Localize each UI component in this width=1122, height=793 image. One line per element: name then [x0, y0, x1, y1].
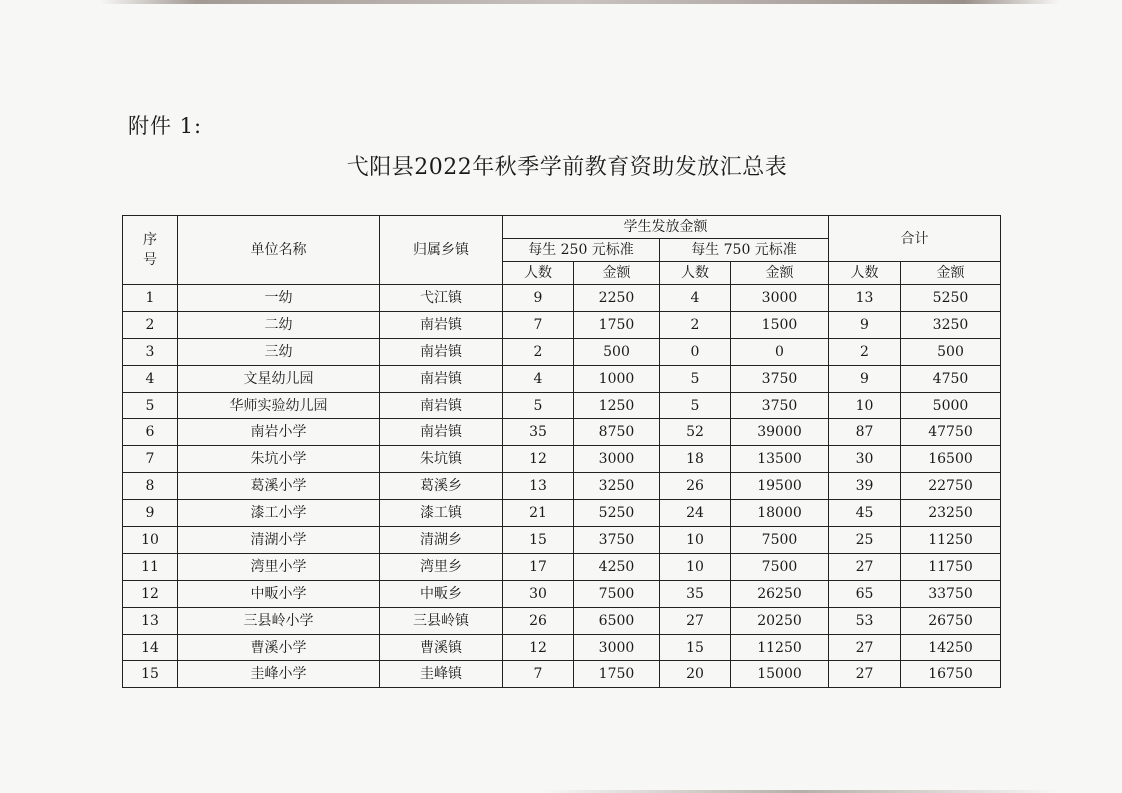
cell-amount-250: 3000	[574, 634, 660, 661]
cell-unit-name: 朱坑小学	[178, 446, 380, 473]
header-total: 合计	[829, 216, 1001, 262]
attachment-label: 附件 1:	[128, 114, 203, 138]
table-row	[123, 365, 1001, 392]
table-row	[123, 500, 1001, 527]
cell-township: 南岩镇	[380, 311, 503, 338]
cell-amount-750: 20250	[731, 607, 829, 634]
cell-amount-750: 39000	[731, 419, 829, 446]
header-amount-250: 金额	[574, 262, 660, 285]
cell-township: 中畈乡	[380, 580, 503, 607]
cell-people-750: 5	[660, 365, 731, 392]
cell-township: 朱坑镇	[380, 446, 503, 473]
cell-amount-750: 15000	[731, 661, 829, 688]
cell-seq: 11	[123, 553, 178, 580]
cell-people-total: 9	[829, 311, 901, 338]
cell-unit-name: 清湖小学	[178, 527, 380, 554]
cell-amount-750: 1500	[731, 311, 829, 338]
cell-seq: 7	[123, 446, 178, 473]
cell-amount-750: 3000	[731, 285, 829, 312]
cell-people-250: 2	[503, 338, 574, 365]
cell-people-total: 39	[829, 473, 901, 500]
cell-amount-250: 1750	[574, 661, 660, 688]
cell-township: 葛溪乡	[380, 473, 503, 500]
cell-amount-total: 11250	[901, 527, 1001, 554]
cell-amount-250: 5250	[574, 500, 660, 527]
cell-unit-name: 圭峰小学	[178, 661, 380, 688]
cell-township: 漆工镇	[380, 500, 503, 527]
cell-people-250: 7	[503, 311, 574, 338]
cell-people-750: 15	[660, 634, 731, 661]
table-row	[123, 634, 1001, 661]
cell-people-750: 18	[660, 446, 731, 473]
cell-township: 南岩镇	[380, 365, 503, 392]
cell-people-750: 10	[660, 553, 731, 580]
cell-people-750: 10	[660, 527, 731, 554]
cell-people-750: 27	[660, 607, 731, 634]
cell-amount-total: 23250	[901, 500, 1001, 527]
cell-amount-750: 7500	[731, 553, 829, 580]
cell-township: 南岩镇	[380, 392, 503, 419]
cell-amount-250: 3750	[574, 527, 660, 554]
header-seq-bottom: 号	[143, 252, 157, 268]
cell-people-total: 10	[829, 392, 901, 419]
cell-people-250: 26	[503, 607, 574, 634]
cell-amount-750: 7500	[731, 527, 829, 554]
table-row	[123, 338, 1001, 365]
cell-people-750: 0	[660, 338, 731, 365]
cell-people-250: 12	[503, 446, 574, 473]
cell-people-750: 4	[660, 285, 731, 312]
cell-amount-250: 4250	[574, 553, 660, 580]
cell-amount-total: 5000	[901, 392, 1001, 419]
cell-seq: 6	[123, 419, 178, 446]
cell-people-total: 45	[829, 500, 901, 527]
cell-township: 三县岭镇	[380, 607, 503, 634]
cell-people-total: 25	[829, 527, 901, 554]
header-people-750: 人数	[660, 262, 731, 285]
cell-amount-total: 33750	[901, 580, 1001, 607]
cell-people-750: 20	[660, 661, 731, 688]
table-row	[123, 661, 1001, 688]
cell-unit-name: 漆工小学	[178, 500, 380, 527]
cell-seq: 5	[123, 392, 178, 419]
cell-amount-750: 3750	[731, 392, 829, 419]
cell-amount-750: 3750	[731, 365, 829, 392]
cell-seq: 2	[123, 311, 178, 338]
cell-people-250: 13	[503, 473, 574, 500]
cell-unit-name: 二幼	[178, 311, 380, 338]
cell-seq: 14	[123, 634, 178, 661]
table-row	[123, 527, 1001, 554]
cell-people-750: 2	[660, 311, 731, 338]
table-row	[123, 285, 1001, 312]
cell-amount-750: 13500	[731, 446, 829, 473]
cell-people-total: 27	[829, 634, 901, 661]
table-row	[123, 580, 1001, 607]
header-amount-750: 金额	[731, 262, 829, 285]
cell-seq: 3	[123, 338, 178, 365]
cell-people-total: 65	[829, 580, 901, 607]
table-row	[123, 392, 1001, 419]
cell-amount-total: 3250	[901, 311, 1001, 338]
cell-amount-250: 3000	[574, 446, 660, 473]
cell-people-250: 15	[503, 527, 574, 554]
cell-unit-name: 湾里小学	[178, 553, 380, 580]
cell-amount-250: 7500	[574, 580, 660, 607]
cell-people-250: 4	[503, 365, 574, 392]
cell-people-total: 13	[829, 285, 901, 312]
cell-seq: 13	[123, 607, 178, 634]
cell-township: 南岩镇	[380, 338, 503, 365]
cell-amount-750: 19500	[731, 473, 829, 500]
cell-seq: 15	[123, 661, 178, 688]
cell-amount-total: 47750	[901, 419, 1001, 446]
cell-unit-name: 三县岭小学	[178, 607, 380, 634]
page-title: 弋阳县2022年秋季学前教育资助发放汇总表	[346, 155, 788, 180]
cell-unit-name: 三幼	[178, 338, 380, 365]
table-row	[123, 446, 1001, 473]
cell-people-750: 52	[660, 419, 731, 446]
cell-amount-total: 16500	[901, 446, 1001, 473]
cell-township: 湾里乡	[380, 553, 503, 580]
cell-people-total: 87	[829, 419, 901, 446]
header-township: 归属乡镇	[380, 216, 503, 285]
cell-amount-250: 2250	[574, 285, 660, 312]
table-row	[123, 607, 1001, 634]
cell-unit-name: 南岩小学	[178, 419, 380, 446]
cell-seq: 12	[123, 580, 178, 607]
cell-amount-total: 16750	[901, 661, 1001, 688]
cell-amount-total: 11750	[901, 553, 1001, 580]
cell-township: 南岩镇	[380, 419, 503, 446]
cell-seq: 8	[123, 473, 178, 500]
cell-amount-250: 1000	[574, 365, 660, 392]
cell-amount-total: 22750	[901, 473, 1001, 500]
cell-people-250: 17	[503, 553, 574, 580]
cell-people-total: 27	[829, 553, 901, 580]
cell-people-total: 30	[829, 446, 901, 473]
cell-seq: 9	[123, 500, 178, 527]
cell-amount-total: 26750	[901, 607, 1001, 634]
scan-top-edge	[100, 0, 1060, 4]
cell-amount-250: 6500	[574, 607, 660, 634]
cell-people-total: 9	[829, 365, 901, 392]
cell-people-250: 12	[503, 634, 574, 661]
cell-unit-name: 华师实验幼儿园	[178, 392, 380, 419]
cell-amount-750: 11250	[731, 634, 829, 661]
cell-unit-name: 中畈小学	[178, 580, 380, 607]
cell-amount-total: 500	[901, 338, 1001, 365]
cell-amount-250: 8750	[574, 419, 660, 446]
cell-people-750: 5	[660, 392, 731, 419]
cell-amount-750: 18000	[731, 500, 829, 527]
table-row	[123, 553, 1001, 580]
cell-people-total: 27	[829, 661, 901, 688]
cell-amount-250: 3250	[574, 473, 660, 500]
cell-amount-total: 4750	[901, 365, 1001, 392]
cell-township: 弋江镇	[380, 285, 503, 312]
cell-seq: 10	[123, 527, 178, 554]
cell-people-750: 35	[660, 580, 731, 607]
cell-unit-name: 文星幼儿园	[178, 365, 380, 392]
table-row	[123, 473, 1001, 500]
header-people-250: 人数	[503, 262, 574, 285]
cell-seq: 4	[123, 365, 178, 392]
cell-amount-750: 0	[731, 338, 829, 365]
cell-seq: 1	[123, 285, 178, 312]
table-row	[123, 419, 1001, 446]
cell-amount-total: 14250	[901, 634, 1001, 661]
summary-table	[122, 215, 1001, 688]
cell-people-250: 7	[503, 661, 574, 688]
cell-people-750: 24	[660, 500, 731, 527]
header-amount-total: 金额	[901, 262, 1001, 285]
header-row-1	[123, 216, 1001, 239]
cell-amount-250: 500	[574, 338, 660, 365]
cell-unit-name: 一幼	[178, 285, 380, 312]
cell-people-250: 35	[503, 419, 574, 446]
cell-amount-250: 1750	[574, 311, 660, 338]
cell-amount-total: 5250	[901, 285, 1001, 312]
cell-people-250: 5	[503, 392, 574, 419]
cell-people-total: 53	[829, 607, 901, 634]
header-seq	[123, 216, 178, 285]
table-row	[123, 311, 1001, 338]
cell-township: 曹溪镇	[380, 634, 503, 661]
cell-amount-750: 26250	[731, 580, 829, 607]
cell-unit-name: 曹溪小学	[178, 634, 380, 661]
header-unit-name: 单位名称	[178, 216, 380, 285]
header-std-750: 每生 750 元标准	[660, 239, 829, 262]
cell-township: 圭峰镇	[380, 661, 503, 688]
header-student-amount: 学生发放金额	[503, 216, 829, 239]
cell-township: 清湖乡	[380, 527, 503, 554]
cell-amount-250: 1250	[574, 392, 660, 419]
header-seq-top: 序	[143, 232, 157, 248]
header-std-250: 每生 250 元标准	[503, 239, 660, 262]
cell-people-250: 21	[503, 500, 574, 527]
cell-people-750: 26	[660, 473, 731, 500]
cell-people-total: 2	[829, 338, 901, 365]
cell-people-250: 9	[503, 285, 574, 312]
cell-people-250: 30	[503, 580, 574, 607]
cell-unit-name: 葛溪小学	[178, 473, 380, 500]
header-people-total: 人数	[829, 262, 901, 285]
